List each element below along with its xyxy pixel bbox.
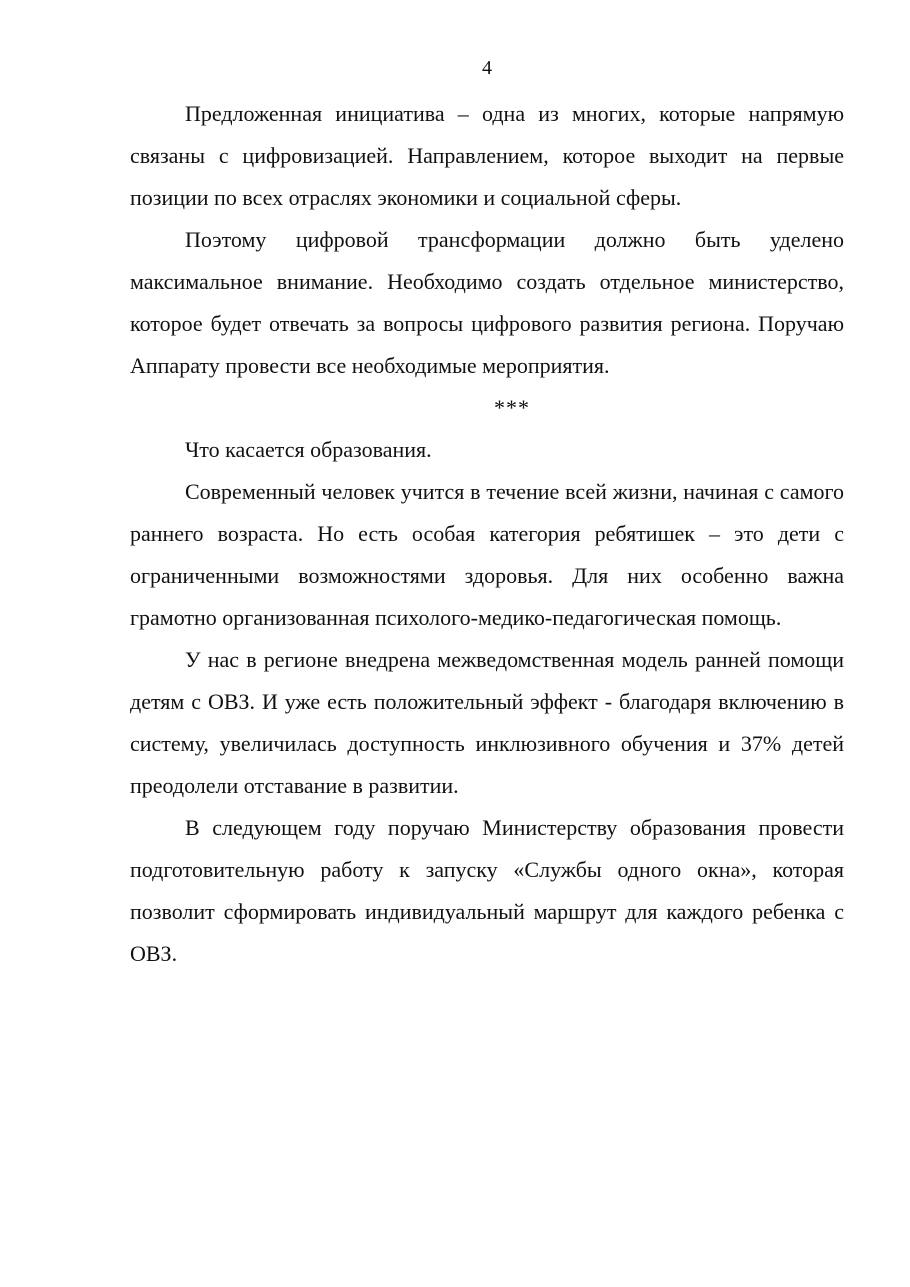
paragraph-lifelong-learning: Современный человек учится в течение всей жизни, начиная с самого раннего возраста. Но есть особая категория ребятишек – это дети с ограниченными возможностями здоровья. Для них особенно важна грамотно организованная психолого-медико-педагогическая помощь. [130,479,844,630]
paragraph-education-heading: Что касается образования. [185,437,432,462]
page-number: 4 [482,57,492,79]
section-separator: *** [494,395,530,420]
paragraph-initiative: Предложенная инициатива – одна из многих, которые напрямую связаны с цифровизацией. Направлением, которое выходит на первые позиции по всех отраслях экономики и социальной сферы. [130,101,844,210]
paragraph-early-help-model: У нас в регионе внедрена межведомственная модель ранней помощи детям с ОВЗ. И уже есть положительный эффект - благодаря включению в систему, увеличилась доступность инклюзивного обучения и 37% детей преодолели отставание в развитии. [130,647,844,798]
paragraph-digital-transformation: Поэтому цифровой трансформации должно быть уделено максимальное внимание. Необходимо создать отдельное министерство, которое будет отвечать за вопросы цифрового развития региона. Поручаю Аппарату провести все необходимые мероприятия. [130,227,844,378]
paragraph-one-window-service: В следующем году поручаю Министерству образования провести подготовительную работу к запуску «Службы одного окна», которая позволит сформировать индивидуальный маршрут для каждого ребенка с ОВЗ. [130,815,844,966]
document-body [130,93,844,975]
